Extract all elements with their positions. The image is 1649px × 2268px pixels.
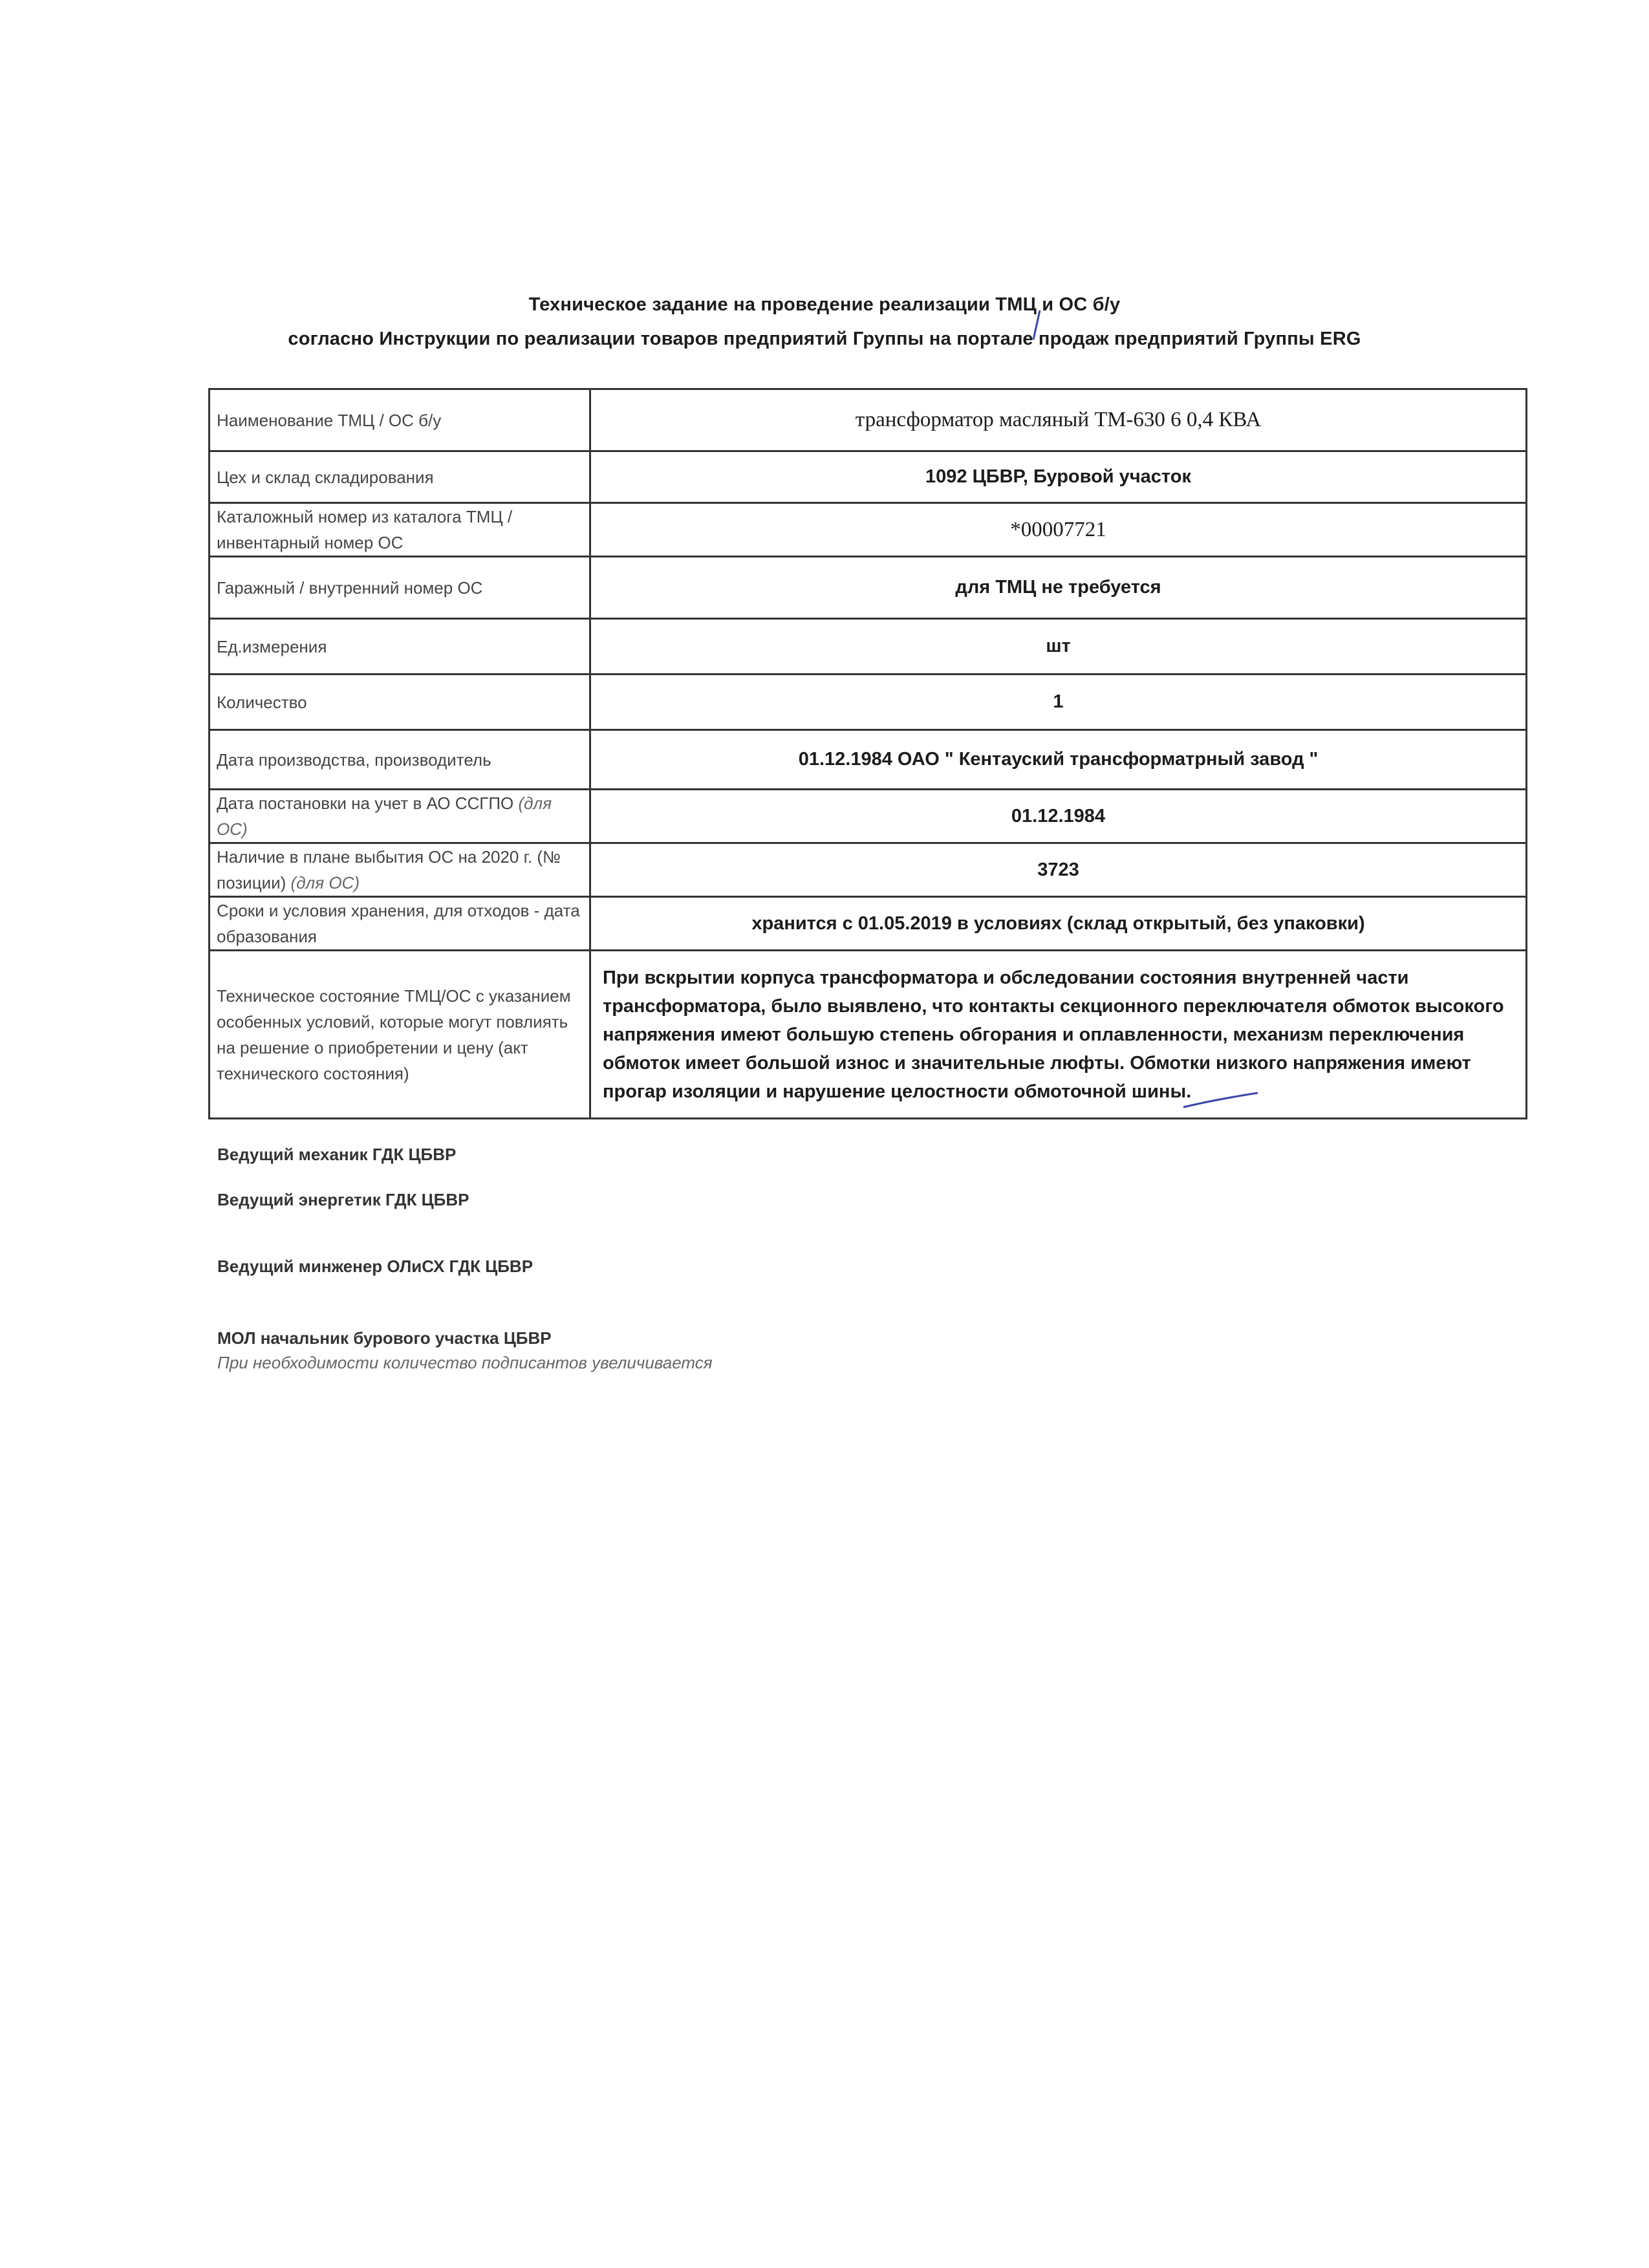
row-value: 1	[590, 675, 1527, 730]
row-value: 01.12.1984 ОАО " Кентауский трансформатрный завод "	[590, 730, 1527, 790]
row-label: Наименование ТМЦ / ОС б/у	[210, 389, 590, 451]
signatory-energetic: Ведущий энергетик ГДК ЦБВР	[217, 1190, 469, 1209]
row-label: Ед.измерения	[210, 619, 590, 675]
row-value: *00007721	[590, 503, 1527, 557]
row-label-hint: (для ОС)	[290, 873, 360, 892]
row-value: 1092 ЦБВР, Буровой участок	[590, 451, 1527, 503]
document-subtitle: согласно Инструкции по реализации товаров предприятий Группы на портале продаж предприятий Группы ERG	[288, 329, 1361, 349]
row-value: хранится с 01.05.2019 в условиях (склад открытый, без упаковки)	[590, 897, 1527, 951]
pen-stroke-table	[1183, 1093, 1258, 1107]
row-value: для ТМЦ не требуется	[590, 557, 1527, 619]
row-label-text: Дата постановки на учет в АО ССГПО	[217, 794, 514, 813]
row-label: Каталожный номер из каталога ТМЦ / инвентарный номер ОС	[210, 503, 590, 557]
document-title: Техническое задание на проведение реализации ТМЦ и ОС б/у	[528, 294, 1121, 315]
row-value: При вскрытии корпуса трансформатора и обследовании состояния внутренней части трансформатора, было выявлено, что контакты секционного переключателя обмоток высокого напряжения имеют большую степень обгорания и оплавленности, механизм переключения обмоток имеет большой износ и значительные люфты. Обмотки низкого напряжения имеют прогар изоляции и нарушение целостности обмоточной шины.	[590, 951, 1527, 1119]
row-label-hint: (для ОС)	[217, 794, 552, 839]
row-label: Сроки и условия хранения, для отходов - дата образования	[210, 897, 590, 951]
signatory-engineer: Ведущий минженер ОЛиСХ ГДК ЦБВР	[217, 1257, 534, 1276]
row-label: Техническое состояние ТМЦ/ОС с указанием особенных условий, которые могут повлиять на решение о приобретении и цену (акт технического состояния)	[210, 951, 590, 1119]
signatory-note: При необходимости количество подписантов увеличивается	[217, 1353, 713, 1372]
row-label-text: Наличие в плане выбытия ОС на 2020 г. (№ позиции)	[217, 847, 561, 892]
signatory-mol: МОЛ начальник бурового участка ЦБВР	[217, 1328, 552, 1348]
pen-stroke-title	[1033, 310, 1040, 340]
row-value: 01.12.1984	[590, 790, 1527, 843]
signatory-mechanic: Ведущий механик ГДК ЦБВР	[217, 1145, 457, 1164]
row-label: Количество	[210, 675, 590, 730]
row-value: трансформатор масляный ТМ-630 6 0,4 КВА	[590, 389, 1527, 451]
row-label: Цех и склад складирования	[210, 451, 590, 503]
row-label: Дата производства, производитель	[210, 730, 590, 790]
row-label: Гаражный / внутренний номер ОС	[210, 557, 590, 619]
row-value: 3723	[590, 843, 1527, 897]
row-value: шт	[590, 619, 1527, 675]
